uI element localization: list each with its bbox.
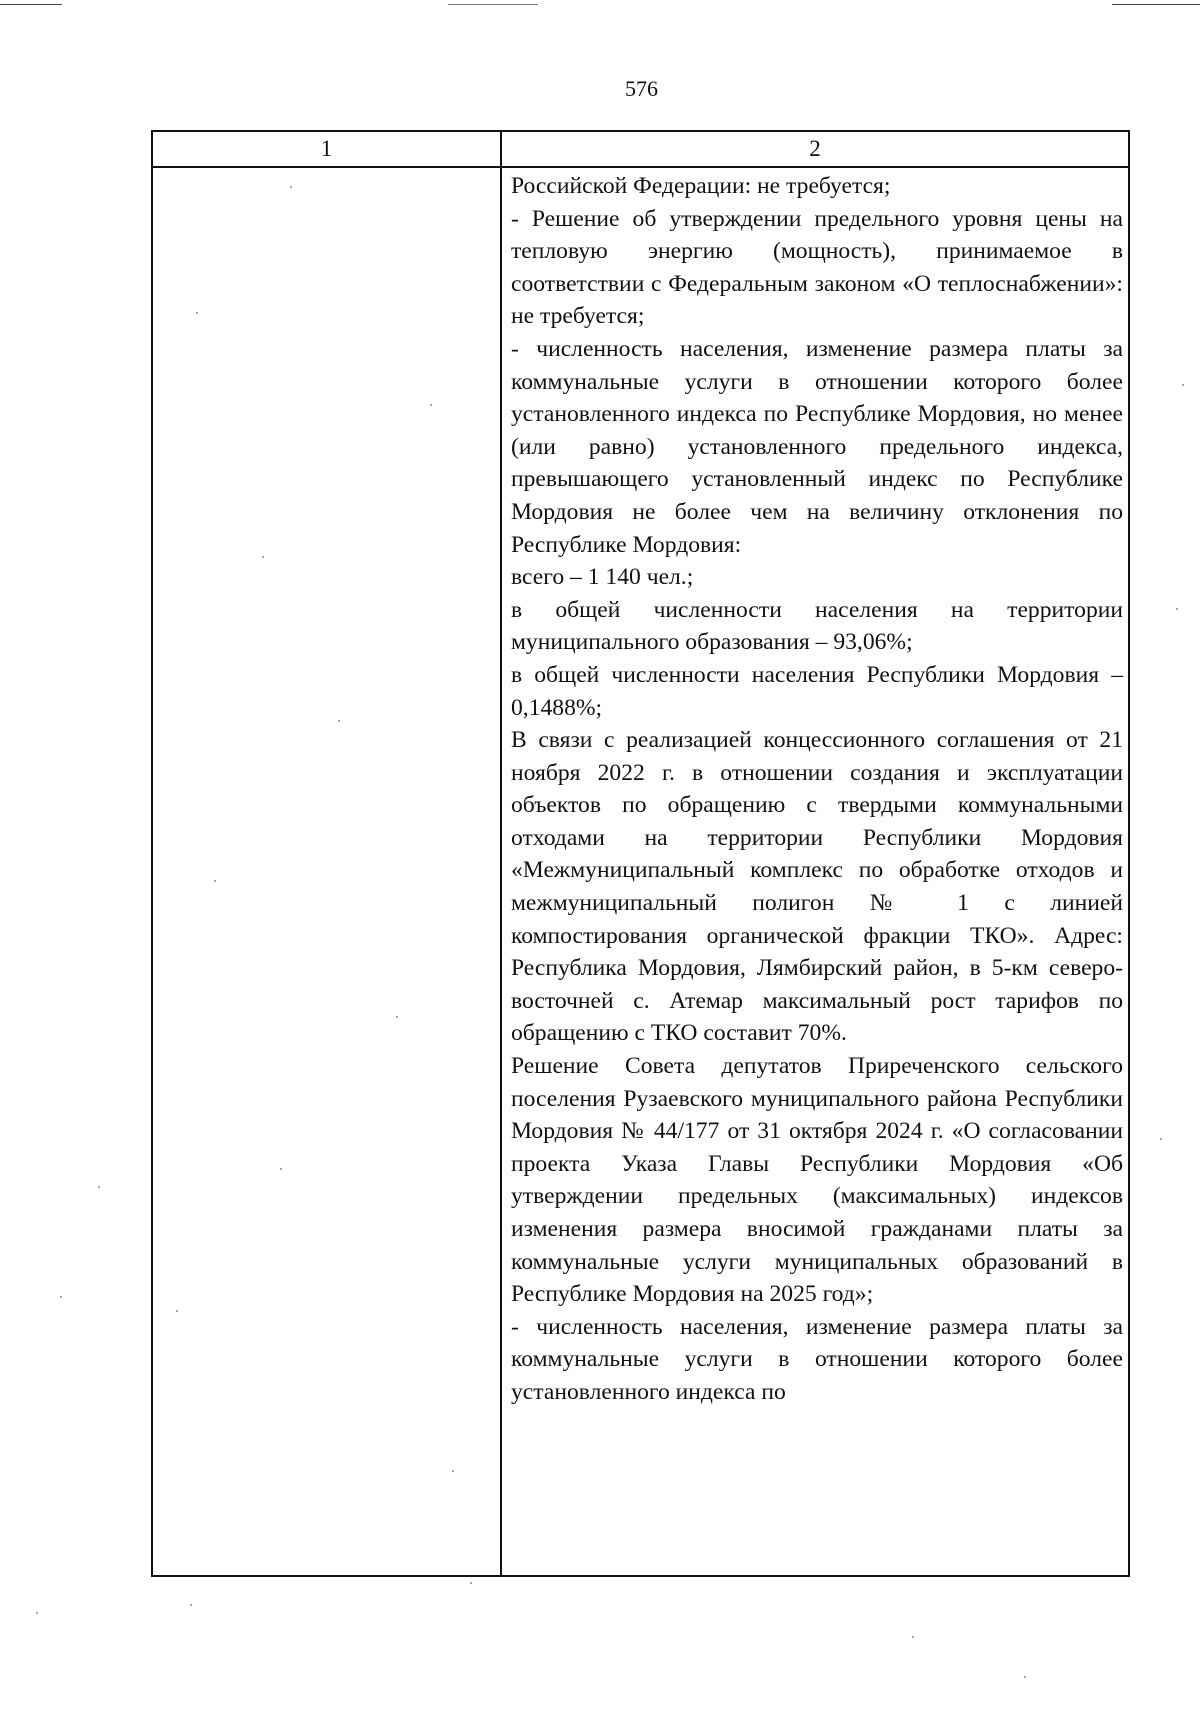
page-number: 576: [625, 76, 658, 101]
column-header-2: 2: [809, 136, 821, 161]
column-header-1: 1: [320, 136, 333, 161]
scan-speck: [452, 1470, 454, 1472]
scan-speck: [470, 1582, 472, 1584]
scan-speck: [290, 186, 292, 188]
scan-speck: [60, 1296, 62, 1298]
scan-speck: [196, 312, 198, 314]
scan-speck: [1182, 384, 1184, 386]
top-edge-rule-center: [448, 4, 538, 5]
scan-speck: [1160, 1138, 1162, 1140]
header-row-divider: [153, 166, 1128, 168]
paragraph: В связи с реализацией концессионного соглашения от 21 ноября 2022 г. в отношении создания и эксплуатации объектов по обращению с твердыми коммунальными отходами на территории Республики Мордовия «Межмуниципальный комплекс по обработке отходов и межмуниципальный полигон № 1 с линией компостирования органической фракции ТКО». Адрес: Республика Мордовия, Лямбирский район, в 5-км северо-восточней с. Атемар максимальный рост тарифов по обращению с ТКО составит 70%.: [511, 727, 1123, 1047]
scan-speck: [98, 1186, 100, 1188]
paragraph: всего – 1 140 чел.;: [511, 564, 694, 591]
scan-speck: [176, 1310, 178, 1312]
scan-speck: [1176, 608, 1178, 610]
scan-speck: [338, 720, 340, 722]
paragraph: Российской Федерации: не требуется;: [511, 173, 891, 199]
scan-speck: [396, 1016, 398, 1018]
scan-speck: [36, 1612, 38, 1614]
scan-speck: [262, 556, 264, 558]
scan-speck: [430, 404, 432, 406]
top-edge-rule-left: [0, 4, 62, 5]
column-divider: [500, 132, 502, 1575]
scan-speck: [280, 1168, 282, 1170]
paragraph: в общей численности населения на территории муниципального образования – 93,06%;: [511, 596, 1123, 656]
column-2-content: [511, 170, 1123, 1409]
top-edge-rule-right: [1112, 4, 1200, 5]
paragraph: в общей численности населения Республики Мордовия – 0,1488%;: [511, 661, 1123, 721]
scan-speck: [1024, 1676, 1026, 1678]
scan-speck: [912, 1636, 914, 1638]
paragraph: - численность населения, изменение размера платы за коммунальные услуги в отношении которого более установленного индекса по Республике Мордовия, но менее (или равно) установленного предельного индекса, превышающего установленный индекс по Республике Мордовия не более чем на величину отклонения по Республике Мордовия:: [511, 335, 1123, 558]
document-table: [151, 130, 1130, 1577]
paragraph: - численность населения, изменение размера платы за коммунальные услуги в отношении которого более установленного индекса по: [511, 1313, 1123, 1405]
scan-speck: [214, 880, 216, 882]
paragraph: Решение Совета депутатов Приреченского сельского поселения Рузаевского муниципального района Республики Мордовия № 44/177 от 31 октября 2024 г. «О согласовании проекта Указа Главы Республики Мордовия «Об утверждении предельных (максимальных) индексов изменения размера вносимой гражданами платы за коммунальные услуги муниципальных образований в Республике Мордовия на 2025 год»;: [511, 1053, 1123, 1308]
paragraph: - Решение об утверждении предельного уровня цены на тепловую энергию (мощность), принимаемое в соответствии с Федеральным законом «О теплоснабжении»: не требуется;: [511, 205, 1123, 330]
scan-speck: [190, 1604, 192, 1606]
